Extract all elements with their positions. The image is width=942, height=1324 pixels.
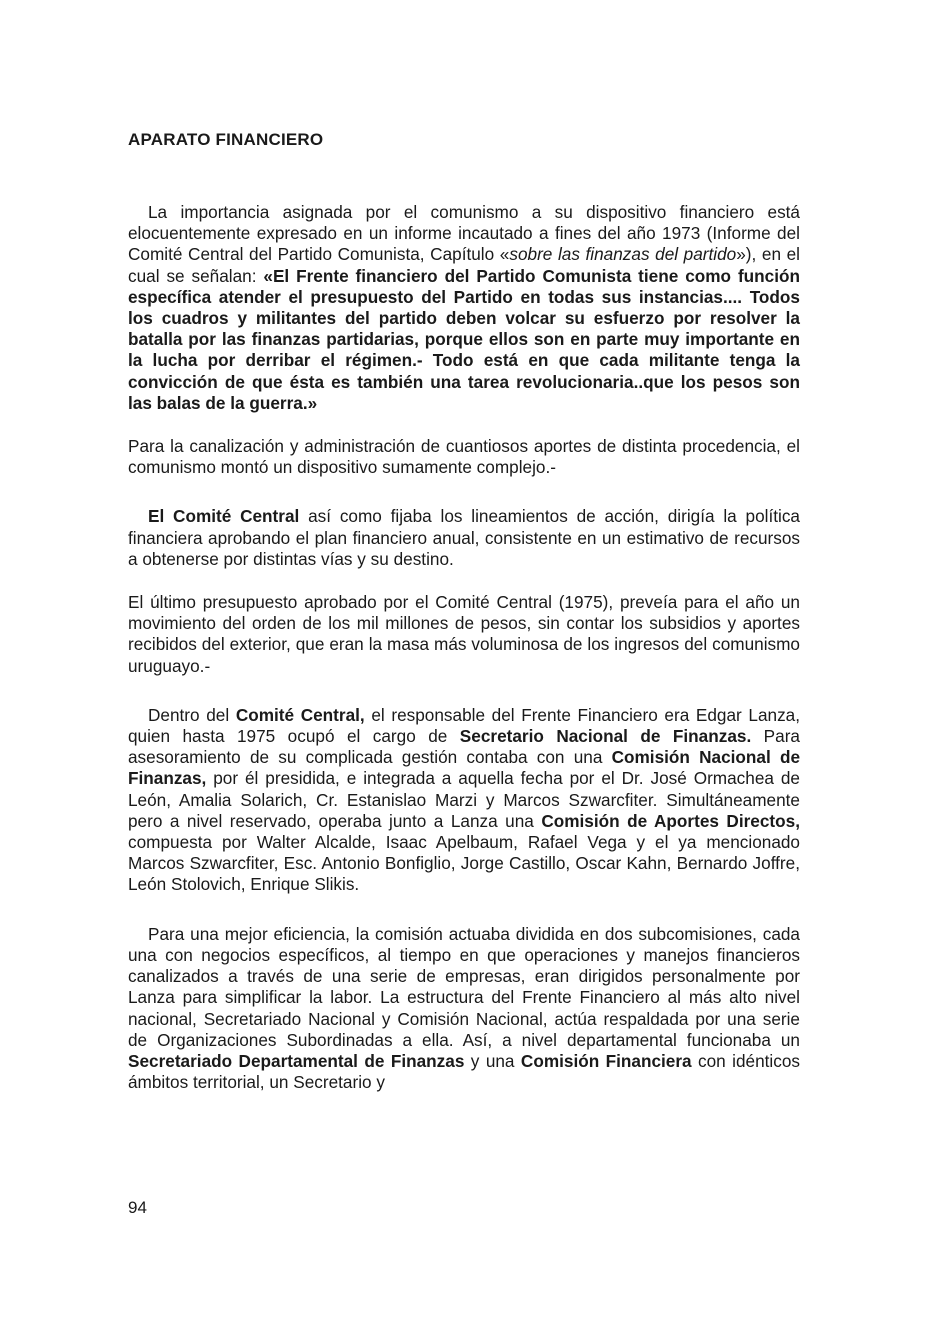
- text-run: Dentro del: [148, 704, 236, 725]
- bold-text: El Comité Central: [148, 506, 300, 527]
- document-page: [128, 130, 800, 1093]
- bold-text: Comité Central,: [235, 704, 365, 725]
- bold-text: Secretario Nacional de Finanzas.: [459, 726, 752, 747]
- bold-text: Secretariado Departamental de Finanzas: [128, 1050, 465, 1071]
- paragraph: [128, 506, 800, 570]
- text-run: compuesta por Walter Alcalde, Isaac Apelbaum, Rafael Vega y el ya mencionado Marcos Szwarcfiter, Esc. Antonio Bonfiglio, Jorge Castillo, Oscar Kahn, Bernardo Joffre, León Stolovich, Enrique Slikis.: [128, 832, 800, 895]
- paragraph: [128, 592, 800, 677]
- body-text: [128, 202, 800, 1093]
- text-run: y una: [464, 1050, 521, 1071]
- paragraph: [128, 202, 800, 414]
- page-number: 94: [128, 1198, 147, 1217]
- bold-text: Comisión Nacional de Finanzas,: [128, 747, 801, 789]
- text-run: el responsable del Frente Financiero era Edgar Lanza, quien hasta 1975 ocupó el cargo de: [128, 704, 801, 747]
- bold-text: Comisión de Aportes Directos,: [541, 810, 800, 831]
- text-run: Para una mejor eficiencia, la comisión actuaba dividida en dos subcomisiones, cada una con negocios específicos, al tiempo en que operaciones y manejos financieros canalizados a través de una serie de empresas, eran dirigidos personalmente por Lanza para simplificar la labor. La estructura del Frente Financiero al más alto nivel nacional, Secretariado Nacional y Comisión Nacional, actúa respaldada por una serie de Organizaciones Subordinadas a ella. Así, a nivel departamental funcionaba un: [128, 923, 800, 1050]
- text-run: »), en el cual se señalan:: [128, 244, 800, 286]
- paragraph: [128, 705, 800, 896]
- italic-text: sobre las finanzas del partido: [509, 244, 737, 265]
- text-run: El último presupuesto aprobado por el Comité Central (1975), preveía para el año un movimiento del orden de los mil millones de pesos, sin contar los subsidios y aportes recibidos del exterior, que eran la masa más voluminosa de los ingresos del comunismo uruguayo.-: [128, 592, 800, 676]
- bold-text: «El Frente financiero del Partido Comunista tiene como función específica atender el presupuesto del Partido en todas sus instancias.... Todos los cuadros y militantes del partido deben volcar su esfuerzo por resolver la batalla por las finanzas partidarias, porque ellos son en parte muy importante en la lucha por derribar el régimen.- Todo está en que cada militante tenga la convicción de que ésta es también una tarea revolucionaria..que los pesos son las balas de la guerra.»: [128, 265, 800, 413]
- bold-text: Comisión Financiera: [520, 1050, 692, 1071]
- text-run: Para la canalización y administración de cuantiosos aportes de distinta procedencia, el comunismo montó un dispositivo sumamente complejo.-: [128, 436, 800, 478]
- paragraph: [128, 436, 800, 478]
- section-heading: APARATO FINANCIERO: [128, 130, 324, 149]
- paragraph: [128, 924, 800, 1094]
- text-run: así como fijaba los lineamientos de acción, dirigía la política financiera aprobando el plan financiero anual, consistente en un estimativo de recursos a obtenerse por distintas vías y su destino.: [128, 506, 800, 569]
- text-run: Para asesoramiento de su complicada gestión contaba con una: [128, 726, 800, 768]
- text-run: con idénticos ámbitos territorial, un Secretario y: [128, 1050, 800, 1093]
- text-run: La importancia asignada por el comunismo a su dispositivo financiero está elocuentemente expresado en un informe incautado a fines del año 1973 (Informe del Comité Central del Partido Comunista, Capítulo «: [128, 202, 800, 265]
- text-run: por él presidida, e integrada a aquella fecha por el Dr. José Ormachea de León, Amalia Solarich, Cr. Estanislao Marzi y Marcos Szwarcfiter. Simultáneamente pero a nivel reservado, operaba junto a Lanza una: [128, 768, 800, 831]
